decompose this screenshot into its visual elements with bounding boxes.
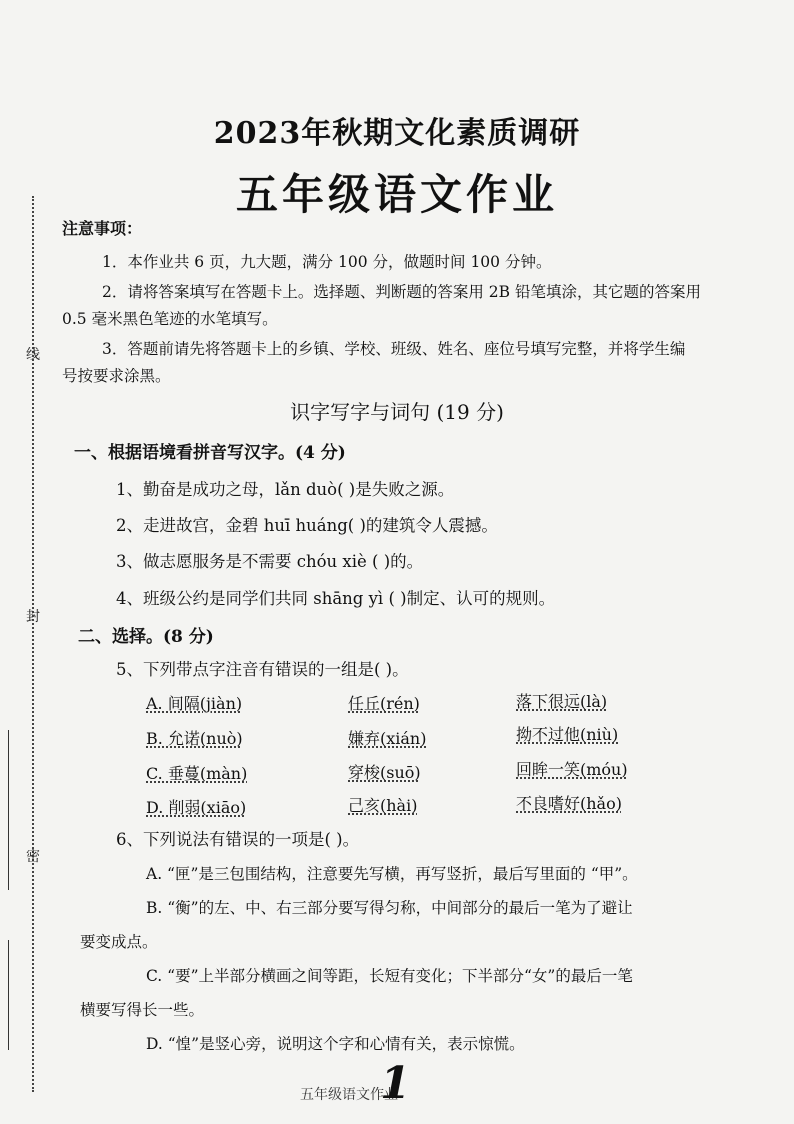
question-1: 1、勤奋是成功之母，lǎn duò( )是失败之源。 bbox=[116, 480, 455, 499]
part2-heading: 二、选择。(8 分) bbox=[78, 627, 214, 647]
q6-option-d: D. “惶”是竖心旁，说明这个字和心情有关，表示惊慌。 bbox=[146, 1035, 525, 1053]
q5-option-c-1: C. 垂蔓(màn) bbox=[146, 764, 248, 783]
section-title: 识字写字与词句 (19 分) bbox=[290, 400, 504, 424]
name-field-line bbox=[8, 730, 9, 890]
notice-item-3-cont: 号按要求涂黑。 bbox=[62, 367, 171, 385]
part1-heading: 一、根据语境看拼音写汉字。(4 分) bbox=[74, 443, 346, 463]
notice-item-2: 2．请将答案填写在答题卡上。选择题、判断题的答案用 2B 铅笔填涂，其它题的答案用 bbox=[102, 283, 701, 301]
notice-item-1: 1．本作业共 6 页，九大题，满分 100 分，做题时间 100 分钟。 bbox=[102, 253, 552, 271]
q5-option-c-2: 穿梭(suō) bbox=[348, 763, 421, 782]
exam-subtitle: 五年级语文作业 bbox=[235, 170, 558, 219]
q5-option-b-1: B. 允诺(nuò) bbox=[146, 729, 243, 748]
question-4: 4、班级公约是同学们共同 shāng yì ( )制定、认可的规则。 bbox=[116, 589, 556, 608]
question-6: 6、下列说法有错误的一项是( )。 bbox=[116, 830, 360, 849]
question-2: 2、走进故宫，金碧 huī huáng( )的建筑令人震撼。 bbox=[116, 516, 498, 535]
page-number-mark: 1 bbox=[380, 1058, 411, 1109]
notice-item-2-cont: 0.5 毫米黑色笔迹的水笔填写。 bbox=[62, 310, 278, 328]
q5-option-d-1: D. 削弱(xiāo) bbox=[146, 798, 247, 817]
q6-option-b: B. “衡”的左、中、右三部分要写得匀称，中间部分的最后一笔为了避让 bbox=[146, 899, 633, 917]
q5-option-d-3: 不良嗜好(hǎo) bbox=[516, 794, 622, 813]
question-5: 5、下列带点字注音有错误的一组是( )。 bbox=[116, 660, 409, 679]
binding-mark-secret: 密 bbox=[26, 849, 40, 865]
notice-item-3: 3．答题前请先将答题卡上的乡镇、学校、班级、姓名、座位号填写完整，并将学生编 bbox=[102, 340, 686, 358]
q5-option-d-2: 己亥(hài) bbox=[348, 796, 418, 815]
binding-mark-line: 线 bbox=[26, 347, 40, 363]
question-3: 3、做志愿服务是不需要 chóu xiè ( )的。 bbox=[116, 552, 424, 571]
q6-option-c: C. “要”上半部分横画之间等距，长短有变化；下半部分“女”的最后一笔 bbox=[146, 967, 633, 985]
binding-mark-seal: 封 bbox=[26, 609, 40, 625]
q5-option-a-2: 任丘(rén) bbox=[348, 694, 420, 713]
q6-option-b-cont: 要变成点。 bbox=[80, 933, 158, 951]
q5-option-c-3: 回眸一笑(móu) bbox=[516, 760, 628, 779]
q5-option-b-3: 拗不过他(niù) bbox=[516, 725, 619, 744]
q6-option-c-cont: 横要写得长一些。 bbox=[80, 1001, 205, 1019]
class-field-line bbox=[8, 940, 9, 1050]
q5-option-b-2: 嫌弃(xián) bbox=[348, 729, 427, 748]
q5-option-a-1: A. 间隔(jiàn) bbox=[146, 694, 243, 713]
binding-dotted-line bbox=[32, 196, 34, 1092]
q5-option-a-3: 落下很远(là) bbox=[516, 692, 608, 711]
page-footer: 五年级语文作业 bbox=[300, 1087, 398, 1103]
exam-title: 2023年秋期文化素质调研 bbox=[213, 116, 581, 151]
notice-heading: 注意事项： bbox=[62, 219, 143, 238]
q6-option-a: A. “匣”是三包围结构，注意要先写横，再写竖折，最后写里面的 “甲”。 bbox=[146, 865, 638, 883]
